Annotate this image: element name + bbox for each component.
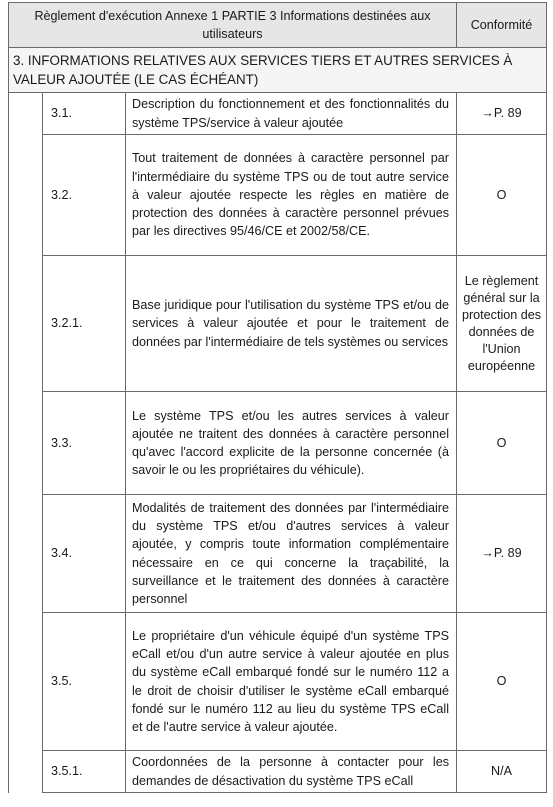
row-conformity: →P. 89 [457,93,547,135]
row-number: 3.3. [43,392,126,495]
row-conformity: O [457,392,547,495]
indent-cell [9,135,43,256]
indent-cell [9,256,43,392]
row-number: 3.2.1. [43,256,126,392]
indent-cell [9,751,43,793]
row-number: 3.5. [43,613,126,751]
table-row [9,392,547,495]
row-description: Description du fonctionnement et des fonctionnalités du système TPS/service à valeur ajoutée [126,93,457,135]
table-row [9,135,547,256]
table-row [9,495,547,613]
header-title: Règlement d'exécution Annexe 1 PARTIE 3 Informations destinées aux utilisateurs [9,3,457,48]
row-description: Coordonnées de la personne à contacter pour les demandes de désactivation du système TPS eCall [126,751,457,793]
row-number: 3.4. [43,495,126,613]
row-description: Le propriétaire d'un véhicule équipé d'un système TPS eCall et/ou d'un autre service à valeur ajoutée en plus du système eCall embarqué fondé sur le numéro 112 a le droit de choisir d'utiliser le système eCall embarqué fondé sur le numéro 112 au lieu du système TPS eCall et de l'autre service à valeur ajoutée. [126,613,457,751]
regulation-table [8,2,547,793]
table-row [9,751,547,793]
row-description: Tout traitement de données à caractère personnel par l'intermédiaire du système TPS ou de tout autre service à valeur ajoutée respecte les règles en matière de protection des données à caractère personnel prévues par les directives 95/46/CE et 2002/58/CE. [126,135,457,256]
indent-cell [9,495,43,613]
section-title: 3. INFORMATIONS RELATIVES AUX SERVICES TIERS ET AUTRES SERVICES À VALEUR AJOUTÉE (LE CAS ÉCHÉANT) [9,48,547,93]
header-conformity: Conformité [457,3,547,48]
row-number: 3.1. [43,93,126,135]
table-row [9,93,547,135]
table-row [9,256,547,392]
row-conformity: O [457,135,547,256]
row-conformity: Le règlement général sur la protection des données de l'Union européenne [457,256,547,392]
header-row [9,3,547,48]
row-description: Modalités de traitement des données par l'intermédiaire du système TPS et/ou d'autres services à valeur ajoutée, y compris toute information complémentaire nécessaire en ce qui concerne la traçabilité, la surveillance et le traitement des données à caractère personnel [126,495,457,613]
row-description: Base juridique pour l'utilisation du système TPS et/ou de services à valeur ajoutée et pour le traitement de données par l'intermédiaire de tels systèmes ou services [126,256,457,392]
row-conformity: N/A [457,751,547,793]
row-description: Le système TPS et/ou les autres services à valeur ajoutée ne traitent des données à caractère personnel qu'avec l'accord explicite de la personne concernée (à savoir le ou les propriétaires du véhicule). [126,392,457,495]
row-number: 3.5.1. [43,751,126,793]
indent-cell [9,93,43,135]
indent-cell [9,392,43,495]
row-conformity: →P. 89 [457,495,547,613]
table-row [9,613,547,751]
indent-cell [9,613,43,751]
row-number: 3.2. [43,135,126,256]
section-row [9,48,547,93]
row-conformity: O [457,613,547,751]
